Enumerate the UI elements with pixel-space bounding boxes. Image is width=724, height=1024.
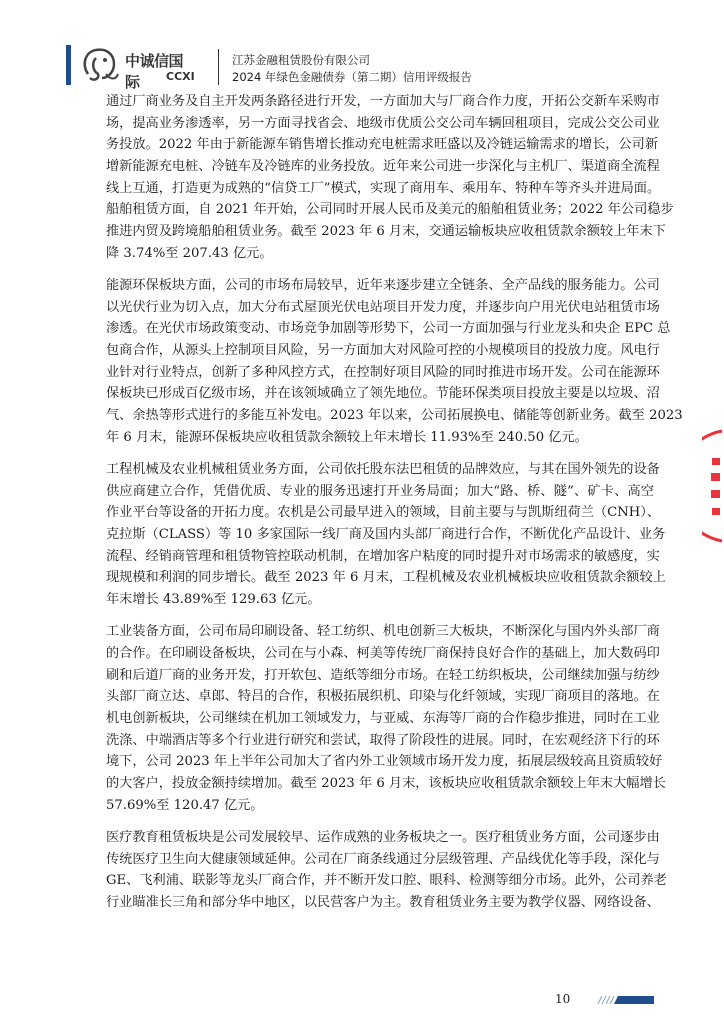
text-line: 推进内贸及跨境船舶租赁业务。截至 2023 年 6 月末，交通运输板块应收租赁款余额较上年末下 (106, 224, 666, 240)
text-line: 年 6 月末，能源环保板块应收租赁款余额较上年末增长 11.93%至 240.50 亿元。 (106, 429, 588, 445)
text-line: 作业平台等设备的开拓力度。农机是公司最早进入的领域，目前主要与与凯斯纽荷兰（CNH）、 (106, 505, 661, 521)
company-name: 江苏金融租赁股份有限公司 (232, 53, 370, 67)
logo-chinese-name: 中诚信国际 (125, 52, 184, 91)
paragraph (106, 827, 667, 914)
text-line: 头部厂商立达、卓郎、特吕的合作，积极拓展织机、印染与化纤领域，实现厂商项目的落地。在 (106, 689, 660, 705)
paragraph (106, 459, 666, 611)
paragraph (106, 621, 666, 816)
text-line: 务投放。2022 年由于新能源车销售增长推动充电桩需求旺盛以及冷链运输需求的增长，公司新 (106, 137, 659, 153)
header-divider (218, 49, 219, 85)
report-title: 2024 年绿色金融债券（第二期）信用评级报告 (232, 70, 472, 84)
text-line: GE、飞利浦、联影等龙头厂商合作，并不断开发口腔、眼科、检测等细分市场。此外，公司养老 (106, 873, 667, 889)
text-line: 船舶租赁方面，自 2021 年开始，公司同时开展人民币及美元的船舶租赁业务；2022 年公司稳步 (106, 202, 674, 218)
text-line: 场，提高业务渗透率，另一方面寻找省会、地级市优质公交公司车辆回租项目，完成公交公司业 (106, 115, 660, 131)
page-number: 10 (555, 992, 571, 1006)
text-line: 的合作。在印刷设备板块，公司在与小森、柯美等传统厂商保持良好合作的基础上，加大数码印 (106, 646, 660, 661)
text-line: 机电创新板块，公司继续在机加工领域发力，与亚威、东海等厂商的合作稳步推进，同时在工业 (106, 711, 660, 727)
text-line: 以光伏行业为切入点，加大分布式屋顶光伏电站项目开发力度，并逐步向户用光伏电站租赁市场 (106, 299, 660, 315)
text-line: 包商合作，从源头上控制项目风险，另一方面加大对风险可控的小规模项目的投放力度。风电行 (106, 343, 660, 359)
paragraph (106, 275, 683, 449)
text-line: 供应商建立合作，凭借优质、专业的服务迅速打开业务局面；加大“路、桥、隧”、矿卡、高空 (106, 483, 654, 499)
text-line: 渗透。在光伏市场政策变动、市场竞争加剧等形势下，公司一方面加强与行业龙头和央企 EPC 总 (106, 321, 671, 337)
paragraph (106, 91, 674, 265)
text-line: 行业瞄准长三角和部分华中地区，以民营客户为主。教育租赁业务主要为教学仪器、网络设备、 (106, 895, 660, 911)
text-line: 医疗教育租赁板块是公司发展较早、运作成熟的业务板块之一。医疗租赁业务方面，公司逐步由 (106, 830, 660, 845)
text-line: 流程、经销商管理和租赁物管控联动机制，在增加客户粘度的同时提升对市场需求的敏感度，实 (106, 548, 660, 564)
header-accent-bar (66, 45, 71, 85)
text-line: 业针对行业特点，创新了多种风控方式，在控制好项目风险的同时推进市场开发。公司在能源环 (106, 364, 660, 380)
text-line: 57.69%至 120.47 亿元。 (106, 797, 264, 813)
text-line: 传统医疗卫生向大健康领域延伸。公司在厂商条线通过分层级管理、产品线优化等手段，深化与 (106, 851, 660, 867)
logo-english-name: CCXI (166, 70, 195, 83)
text-line: 年末增长 43.89%至 129.63 亿元。 (106, 592, 321, 608)
text-line: 洗涤、中端酒店等多个行业进行研究和尝试，取得了阶段性的进展。同时，在宏观经济下行的环 (106, 732, 660, 748)
footer-stripe-decoration (596, 996, 654, 1004)
text-line: 工业装备方面，公司布局印刷设备、轻工纺织、机电创新三大板块，不断深化与国内外头部厂商 (106, 624, 660, 640)
text-line: 克拉斯（CLASS）等 10 多家国际一线厂商及国内头部厂商进行合作，不断优化产品设计、业务 (106, 527, 666, 543)
text-line: 刷和后道厂商的业务开发，打开软包、造纸等细分市场。在轻工纺织板块，公司继续加强与纺纱 (106, 667, 660, 683)
text-line: 通过厂商业务及自主开发两条路径进行开发，一方面加大与厂商合作力度，开拓公交新车采购市 (106, 94, 660, 109)
text-line: 能源环保板块方面，公司的市场布局较早，近年来逐步建立全链条、全产品线的服务能力。公司 (106, 278, 660, 293)
text-line: 降 3.74%至 207.43 亿元。 (106, 245, 273, 261)
red-seal-stamp (702, 428, 724, 544)
text-line: 工程机械及农业机械租赁业务方面，公司依托股东法巴租赁的品牌效应，与其在国外领先的设备 (106, 462, 660, 477)
text-line: 线上互通，打造更为成熟的“信贷工厂”模式，实现了商用车、乘用车、特种车等齐头并进局面。 (106, 180, 661, 196)
text-line: 境下，公司 2023 年上半年公司加大了省内外工业领域市场开发力度，拓展层级较高且资质较好 (106, 754, 663, 770)
document-body (106, 91, 683, 924)
ccxi-logo (80, 44, 195, 91)
text-line: 气、余热等形式进行的多能互补发电。2023 年以来，公司拓展换电、储能等创新业务。截至 2023 (106, 408, 683, 424)
text-line: 保板块已形成百亿级市场，并在该领域确立了领先地位。节能环保类项目投放主要是以垃圾、沼 (106, 386, 660, 402)
elephant-logo-icon (80, 44, 122, 86)
header-text (232, 52, 472, 86)
text-line: 的大客户，投放金额持续增加。截至 2023 年 6 月末，该板块应收租赁款余额较上年末大幅增长 (106, 776, 666, 792)
text-line: 增新能源充电桩、冷链车及冷链库的业务投放。近年来公司进一步深化与主机厂、渠道商全流程 (106, 159, 660, 175)
text-line: 现规模和利润的同步增长。截至 2023 年 6 月末，工程机械及农业机械板块应收租赁款余额较上 (106, 570, 666, 586)
